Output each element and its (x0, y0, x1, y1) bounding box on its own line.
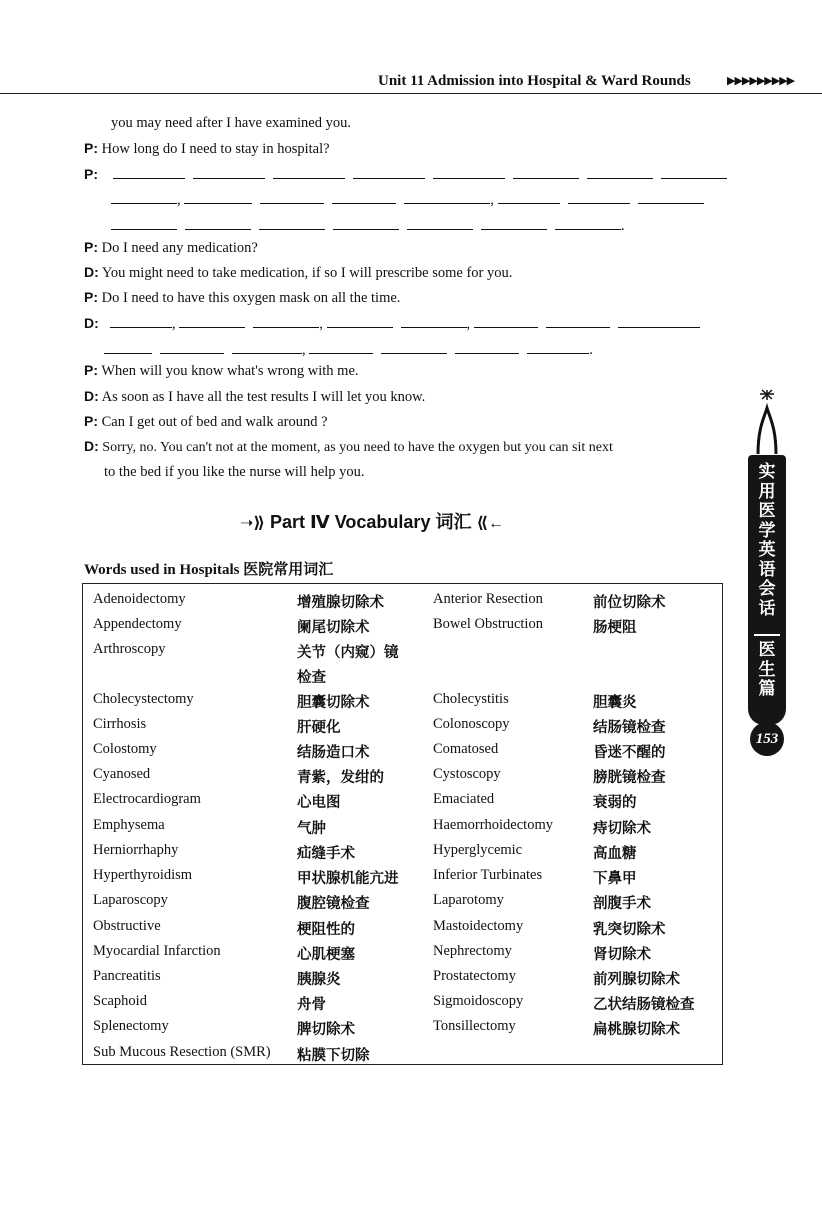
dialogue-line (84, 239, 258, 257)
speaker-label: P: (84, 413, 98, 429)
term-chinese: 前位切除术 (593, 595, 666, 611)
term-english: Herniorrhaphy (93, 842, 179, 858)
term-english: Appendectomy (93, 616, 182, 632)
answer-blank[interactable] (498, 203, 560, 204)
answer-blank[interactable] (401, 327, 467, 328)
term-chinese: 胆囊炎 (593, 695, 637, 711)
answer-blank[interactable] (407, 229, 473, 230)
side-tab (748, 455, 786, 725)
term-english: Hyperglycemic (433, 842, 523, 858)
part-title: Part Ⅳ Vocabulary 词汇 (269, 512, 472, 532)
term-english: Sigmoidoscopy (433, 993, 524, 1009)
period: . (589, 342, 593, 358)
answer-blank[interactable] (433, 178, 505, 179)
answer-blank[interactable] (111, 203, 177, 204)
term-chinese: 心电图 (297, 795, 341, 811)
page-number: 153 (750, 722, 784, 756)
part-heading (240, 508, 504, 534)
term-chinese: 脾切除术 (297, 1022, 355, 1038)
term-english: Cholecystitis (433, 691, 509, 707)
answer-blank[interactable] (568, 203, 630, 204)
dialogue-line (84, 413, 328, 431)
dialogue-line (84, 289, 400, 307)
answer-blank-line (104, 342, 593, 359)
speaker-label: D: (84, 438, 99, 454)
term-chinese: 昏迷不醒的 (593, 745, 666, 761)
speaker-label: D: (84, 388, 99, 404)
side-tab-char: 学 (758, 520, 776, 541)
vocabulary-table (82, 583, 723, 1065)
dialogue-text: How long do I need to stay in hospital? (101, 141, 330, 157)
answer-blank[interactable] (184, 203, 252, 204)
term-english: Myocardial Infarction (93, 943, 221, 959)
term-english: Laparotomy (433, 892, 504, 908)
answer-blank[interactable] (309, 353, 373, 354)
term-chinese: 心肌梗塞 (297, 947, 355, 963)
book-ribbon-icon (754, 388, 780, 454)
side-tab-char: 话 (758, 598, 776, 619)
answer-blank[interactable] (232, 353, 302, 354)
term-english: Cystoscopy (433, 766, 501, 782)
term-chinese: 胰腺炎 (297, 972, 341, 988)
term-english: Bowel Obstruction (433, 616, 543, 632)
term-chinese: 痔切除术 (593, 821, 651, 837)
term-english: Laparoscopy (93, 892, 168, 908)
left-arrow-ornament-icon: ➝⟫ (240, 515, 265, 532)
dialogue-text: Sorry, no. You can't not at the moment, as you need to have the oxygen but you can sit next (102, 440, 613, 455)
answer-blank[interactable] (259, 229, 325, 230)
speaker-label: D: (84, 264, 99, 280)
comma: , (490, 192, 494, 208)
comma: , (177, 192, 181, 208)
term-english: Emphysema (93, 817, 165, 833)
speaker-label: P: (84, 166, 98, 182)
answer-blank-line (111, 218, 625, 235)
right-arrow-ornament-icon: ⟪← (476, 515, 504, 532)
term-chinese: 乙状结肠镜检查 (593, 997, 695, 1013)
answer-blank[interactable] (332, 203, 396, 204)
answer-blank-line (84, 166, 727, 184)
term-chinese: 衰弱的 (593, 795, 637, 811)
term-chinese: 关节（内窥）镜 (297, 645, 399, 661)
term-chinese: 扁桃腺切除术 (593, 1022, 680, 1038)
dialogue-text: Do I need any medication? (101, 240, 258, 256)
dialogue-line (104, 464, 365, 481)
answer-blank[interactable] (587, 178, 653, 179)
answer-blank[interactable] (260, 203, 324, 204)
term-english: Cyanosed (93, 766, 151, 782)
answer-blank[interactable] (111, 229, 177, 230)
answer-blank-line (84, 315, 700, 333)
dialogue-line (84, 362, 359, 380)
dialogue-text: As soon as I have all the test results I will let you know. (101, 389, 426, 405)
answer-blank[interactable] (381, 353, 447, 354)
term-chinese: 梗阻性的 (297, 922, 355, 938)
side-tab-char: 医 (758, 640, 776, 660)
dialogue-text: Can I get out of bed and walk around ? (101, 414, 328, 430)
header-rule (0, 93, 822, 94)
dialogue-line (111, 115, 351, 132)
term-chinese: 阑尾切除术 (297, 620, 370, 636)
side-tab-char: 实 (758, 462, 776, 482)
header-arrows: ▶▶▶▶▶▶▶▶▶ (727, 75, 795, 87)
dialogue-text: Do I need to have this oxygen mask on all the time. (101, 290, 401, 306)
section-title: Words used in Hospitals 医院常用词汇 (84, 562, 334, 578)
dialogue-text: When will you know what's wrong with me. (101, 363, 359, 379)
term-english: Nephrectomy (433, 943, 512, 959)
answer-blank[interactable] (513, 178, 579, 179)
term-english: Splenectomy (93, 1018, 169, 1034)
term-english: Adenoidectomy (93, 591, 186, 607)
term-chinese: 前列腺切除术 (593, 972, 680, 988)
term-chinese: 粘膜下切除 (297, 1048, 370, 1064)
term-english: Comatosed (433, 741, 499, 757)
term-chinese: 膀胱镜检查 (593, 770, 666, 786)
term-chinese: 甲状腺机能亢进 (297, 871, 399, 887)
term-chinese: 腹腔镜检查 (297, 896, 370, 912)
term-chinese: 高血糖 (593, 846, 637, 862)
term-chinese: 肠梗阻 (593, 620, 637, 636)
comma: , (302, 342, 306, 358)
term-chinese: 胆囊切除术 (297, 695, 370, 711)
answer-blank[interactable] (333, 229, 399, 230)
side-tab-char: 医 (758, 501, 776, 521)
side-tab-char: 用 (758, 481, 776, 502)
term-english: Obstructive (93, 918, 161, 934)
answer-blank[interactable] (618, 327, 700, 328)
term-english: Arthroscopy (93, 641, 166, 657)
term-chinese: 肝硬化 (297, 720, 341, 736)
term-chinese: 肾切除术 (593, 947, 651, 963)
term-english: Cholecystectomy (93, 691, 194, 707)
term-english: Prostatectomy (433, 968, 516, 984)
answer-blank-line (111, 192, 704, 209)
answer-blank[interactable] (353, 178, 425, 179)
term-chinese: 检查 (297, 670, 326, 686)
answer-blank[interactable] (179, 327, 245, 328)
answer-blank[interactable] (527, 353, 589, 354)
dialogue-line (84, 438, 613, 456)
speaker-label: D: (84, 315, 99, 331)
term-chinese: 疝缝手术 (297, 846, 355, 862)
term-english: Scaphoid (93, 993, 147, 1009)
term-english: Haemorrhoidectomy (433, 817, 553, 833)
speaker-label: P: (84, 362, 98, 378)
term-english: Colostomy (93, 741, 157, 757)
answer-blank[interactable] (638, 203, 704, 204)
speaker-label: P: (84, 289, 98, 305)
side-tab-char: 会 (758, 579, 776, 599)
dialogue-text: to the bed if you like the nurse will help you. (104, 464, 365, 480)
term-chinese: 舟骨 (297, 997, 326, 1013)
answer-blank[interactable] (253, 327, 319, 328)
term-english: Tonsillectomy (433, 1018, 516, 1034)
answer-blank[interactable] (546, 327, 610, 328)
term-english: Emaciated (433, 791, 495, 807)
comma: , (466, 316, 471, 332)
term-english: Inferior Turbinates (433, 867, 543, 883)
answer-blank[interactable] (455, 353, 519, 354)
term-chinese: 下鼻甲 (593, 871, 637, 887)
term-english: Colonoscopy (433, 716, 510, 732)
comma: , (319, 316, 323, 332)
term-english: Pancreatitis (93, 968, 161, 984)
answer-blank[interactable] (474, 327, 538, 328)
period: . (621, 218, 625, 234)
answer-blank[interactable] (185, 229, 251, 230)
answer-blank[interactable] (113, 178, 185, 179)
term-english: Mastoidectomy (433, 918, 524, 934)
side-tab-subtitle (748, 641, 786, 700)
side-tab-divider (754, 634, 780, 636)
term-chinese: 结肠造口术 (297, 745, 370, 761)
term-chinese: 剖腹手术 (593, 896, 651, 912)
answer-blank[interactable] (327, 327, 393, 328)
answer-blank[interactable] (661, 178, 727, 179)
term-chinese: 乳突切除术 (593, 922, 666, 938)
side-tab-char: 语 (758, 559, 776, 580)
answer-blank[interactable] (555, 229, 621, 230)
term-chinese: 青紫，发绀的 (297, 770, 384, 786)
term-chinese: 气肿 (297, 821, 326, 837)
side-tab-char: 生 (758, 659, 776, 680)
speaker-label: P: (84, 140, 98, 156)
dialogue-line (84, 264, 512, 282)
answer-blank[interactable] (160, 353, 224, 354)
dialogue-line (84, 388, 425, 406)
term-english: Cirrhosis (93, 716, 147, 732)
side-tab-title (748, 463, 786, 619)
speaker-label: P: (84, 239, 98, 255)
term-english: Anterior Resection (433, 591, 543, 607)
answer-blank[interactable] (110, 327, 172, 328)
term-english: Electrocardiogram (93, 791, 201, 807)
term-chinese: 结肠镜检查 (593, 720, 666, 736)
term-english: Sub Mucous Resection (SMR) (93, 1044, 271, 1060)
dialogue-text: You might need to take medication, if so I will prescribe some for you. (101, 265, 513, 281)
answer-blank[interactable] (404, 203, 490, 204)
answer-blank[interactable] (481, 229, 547, 230)
term-chinese: 增殖腺切除术 (297, 595, 384, 611)
side-tab-char: 篇 (758, 679, 776, 699)
answer-blank[interactable] (104, 353, 152, 354)
answer-blank[interactable] (273, 178, 345, 179)
header-title: Unit 11 Admission into Hospital & Ward Rounds (378, 73, 691, 89)
dialogue-text: you may need after I have examined you. (111, 115, 351, 131)
comma: , (172, 316, 176, 332)
running-header (0, 70, 822, 94)
dialogue-line (84, 140, 330, 158)
side-tab-char: 英 (758, 540, 776, 560)
answer-blank[interactable] (193, 178, 265, 179)
term-english: Hyperthyroidism (93, 867, 193, 883)
